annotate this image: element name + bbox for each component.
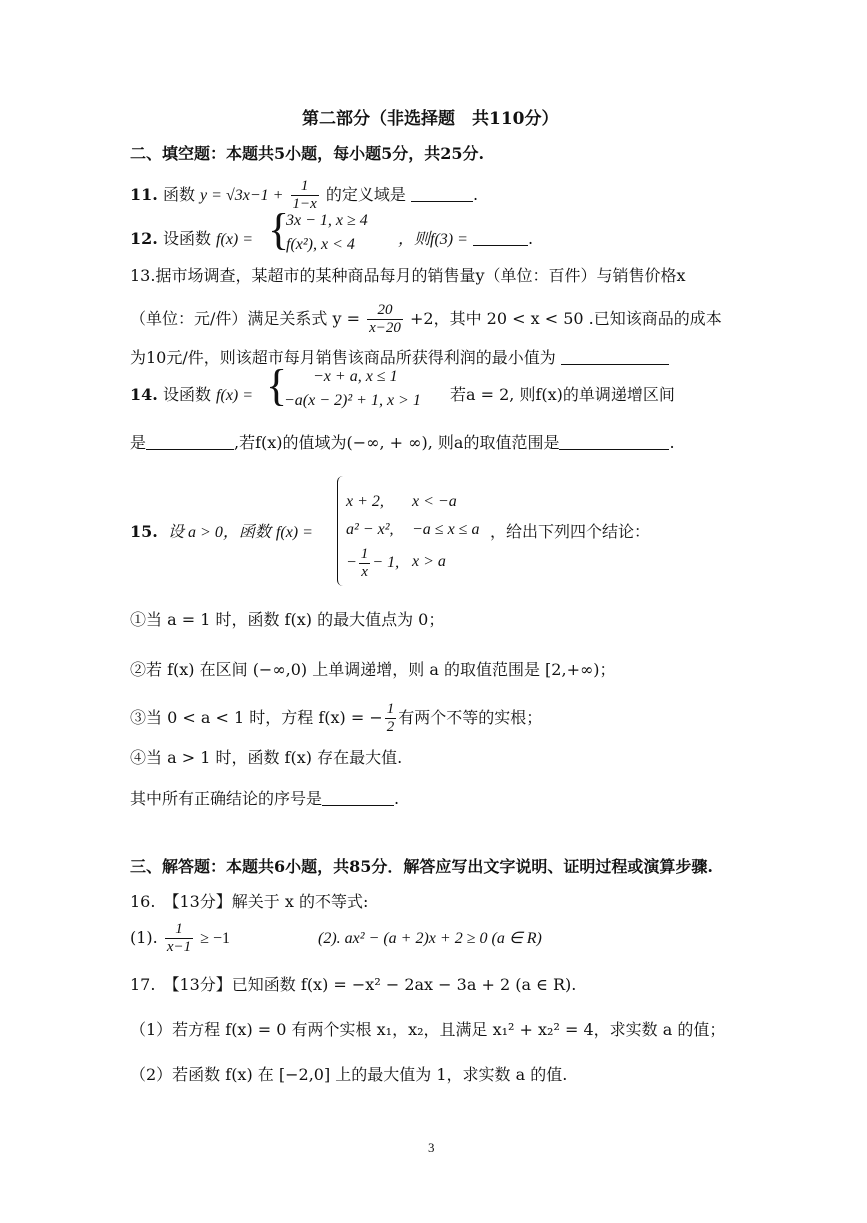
question-16: 16. 【13分】解关于 x 的不等式: [130,892,369,911]
q15-case-2-cond: −a ≤ x ≤ a [412,521,480,538]
question-17: 17. 【13分】已知函数 f(x) = −x² − 2ax − 3a + 2 (a ∈ R). [130,975,577,994]
question-11: 11. 函数 y = √3x−1 + $\frac{1}{1-x}$ 的定义域是 . [130,178,479,212]
question-13-line-3: 为10元/件，则该超市每月销售该商品所获得利润的最小值为 [130,348,669,368]
q15-conclusion-1: ①当 a = 1 时，函数 f(x) 的最大值点为 0； [130,610,445,629]
q16-sub-2: (2). ax² − (a + 2)x + 2 ≥ 0 (a ∈ R) [318,930,542,947]
q11-fraction: $\frac{1}{1-x}$ [292,178,317,212]
q15-brace [337,476,344,586]
question-13-line-2: （单位：元/件）满足关系式 y = $\frac{20}{x-20}$ +2，其中 20 < x < 50 .已知该商品的成本 [130,302,722,336]
q17-sub-2: （2）若函数 f(x) 在 [−2,0] 上的最大值为 1，求实数 a 的值. [130,1065,568,1084]
question-13-line-1: 13.据市场调查，某超市的某种商品每月的销售量y（单位：百件）与销售价格x [130,266,686,285]
q14-brace: { [266,361,288,410]
q15-case-2-expr: a² − x², [346,521,394,538]
q15-case-3-expr: − $\frac{1}{x}$ − 1, [346,545,400,580]
q11-answer-blank[interactable] [411,201,473,202]
q14-blank-2[interactable] [559,449,669,450]
q17-sub-1: （1）若方程 f(x) = 0 有两个实根 x₁，x₂，且满足 x₁² + x₂² = 4，求实数 a 的值； [130,1020,726,1039]
q16-sub-1: (1). $\frac{1}{x-1}$ ≥ −1 [130,921,231,955]
q15-case-3-cond: x > a [412,553,446,570]
question-12: 12. 设函数 f(x) = [130,229,254,248]
question-14-line-2: 是 ,若f(x)的值域为(−∞, + ∞), 则a的取值范围是 . [130,433,675,452]
section-title: 第二部分（非选择题 共110分） [302,109,559,129]
q12-case-2: f(x²), x < 4 [286,236,355,253]
q15-case-1-expr: x + 2, [346,493,384,510]
q12-answer-blank[interactable] [473,245,528,246]
q13-answer-blank[interactable] [561,364,669,365]
part2-header: 二、填空题：本题共5小题，每小题5分，共25分. [130,144,485,163]
q15-ask: 其中所有正确结论的序号是 . [130,789,400,808]
q12-tail: ，则f(3) = . [398,229,534,248]
q13-fraction: $\frac{20}{x-20}$ [369,302,401,336]
question-15: 15. 设 a > 0，函数 f(x) = [130,522,313,541]
q14-case-1: −x + a, x ≤ 1 [313,368,398,385]
q12-case-1: 3x − 1, x ≥ 4 [286,212,368,229]
part3-header: 三、解答题：本题共6小题，共85分．解答应写出文字说明、证明过程或演算步骤. [130,857,713,876]
q14-case-2: −a(x − 2)² + 1, x > 1 [284,392,421,409]
q15-conclusion-4: ④当 a > 1 时，函数 f(x) 存在最大值. [130,748,403,767]
q14-tail: 若a = 2, 则f(x)的单调递增区间 [450,385,675,404]
question-14: 14. 设函数 f(x) = [130,385,254,404]
page-number: 3 [428,1140,435,1155]
q15-tail: ，给出下列四个结论： [490,522,651,541]
q12-brace: { [268,205,290,254]
q15-conclusion-2: ②若 f(x) 在区间 (−∞,0) 上单调递增，则 a 的取值范围是 [2,+∞)； [130,660,616,679]
q11-function: y = √3x−1 + [200,187,284,204]
q15-answer-blank[interactable] [322,805,394,806]
q14-blank-1[interactable] [146,449,234,450]
q15-conclusion-3: ③当 0 < a < 1 时，方程 f(x) = − $\frac{1}{2}$ 有两个不等的实根； [130,701,543,735]
q15-case-1-cond: x < −a [412,493,457,510]
